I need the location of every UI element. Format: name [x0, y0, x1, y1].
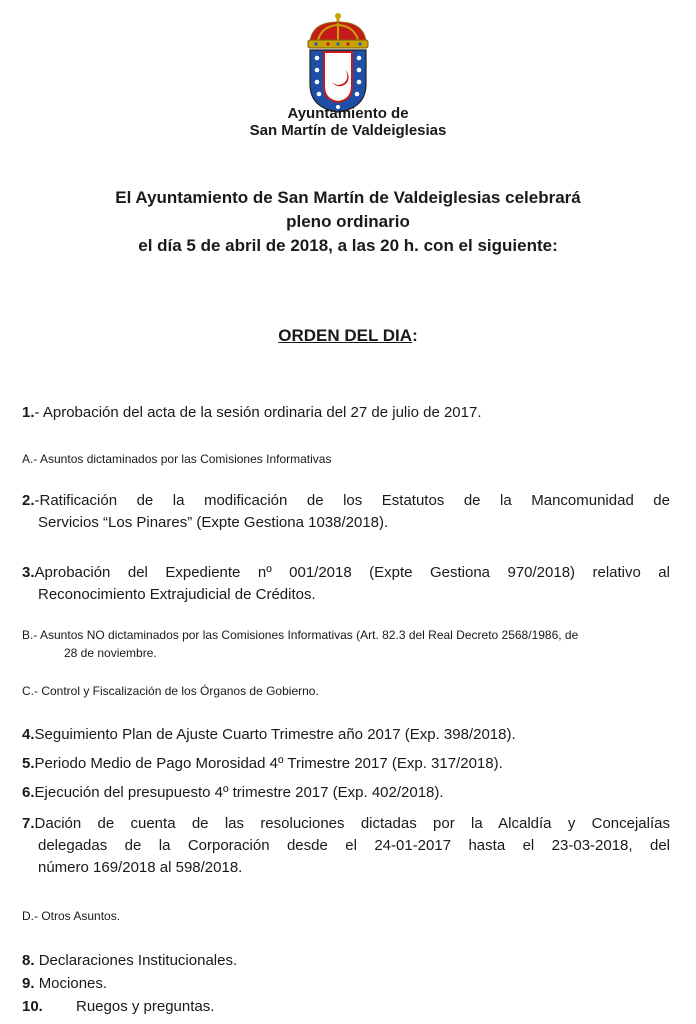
item-number: 7.	[22, 815, 35, 832]
coat-of-arms-logo	[298, 12, 378, 114]
agenda-item-1	[22, 402, 670, 424]
agenda-item-4	[22, 724, 670, 746]
agenda-item-9	[22, 973, 670, 995]
org-name-line2: San Martín de Valdeiglesias	[249, 122, 447, 139]
item-number: 4.	[22, 726, 35, 743]
item-text-line3: número 169/2018 al 598/2018.	[38, 859, 243, 876]
agenda-item-7	[22, 813, 670, 879]
intro-line2: pleno ordinario	[286, 212, 410, 231]
section-b-line2: 28 de noviembre.	[64, 646, 157, 660]
agenda-item-6	[22, 782, 670, 804]
item-number: 3.	[22, 564, 35, 581]
agenda-item-10	[22, 996, 670, 1018]
shield-icon	[310, 50, 366, 112]
item-text-line2: delegadas de la Corporación desde el 24-01-2017 hasta el 23-03-2018, del	[38, 837, 670, 854]
item-number: 10.	[22, 998, 43, 1015]
item-number: 8.	[22, 952, 35, 969]
org-name-line1: Ayuntamiento de	[287, 105, 409, 122]
intro-line1: El Ayuntamiento de San Martín de Valdeiglesias celebrará	[115, 188, 581, 207]
section-b-line1: B.- Asuntos NO dictaminados por las Comisiones Informativas (Art. 82.3 del Real Decreto 2568/1986, de	[22, 628, 579, 642]
intro-announcement	[40, 186, 656, 258]
agenda-item-5	[22, 753, 670, 775]
item-text-line1: Aprobación del Expediente nº 001/2018 (Expte Gestiona 970/2018) relativo al	[34, 564, 670, 581]
crown-icon	[308, 13, 368, 48]
section-c-heading: C.- Control y Fiscalización de los Órganos de Gobierno.	[22, 684, 319, 698]
item-text: Declaraciones Institucionales.	[38, 952, 238, 969]
item-text: Mociones.	[38, 975, 108, 992]
item-text: Ruegos y preguntas.	[76, 998, 215, 1015]
item-text: Seguimiento Plan de Ajuste Cuarto Trimestre año 2017 (Exp. 398/2018).	[34, 726, 516, 743]
agenda-title-text: ORDEN DEL DIA	[278, 326, 413, 345]
agenda-item-3	[22, 562, 670, 606]
item-text-line2: Reconocimiento Extrajudicial de Créditos.	[38, 586, 316, 603]
item-number: 2.	[22, 492, 35, 509]
item-text-line2: Servicios “Los Pinares” (Expte Gestiona 1038/2018).	[38, 514, 389, 531]
agenda-title	[0, 326, 696, 346]
item-number: 9.	[22, 975, 35, 992]
item-text-line1: Dación de cuenta de las resoluciones dictadas por la Alcaldía y Concejalías	[34, 815, 670, 832]
item-text: - Aprobación del acta de la sesión ordinaria del 27 de julio de 2017.	[34, 404, 482, 421]
intro-line3: el día 5 de abril de 2018, a las 20 h. con el siguiente:	[138, 236, 558, 255]
item-number: 6.	[22, 784, 35, 801]
item-text-line1: -Ratificación de la modificación de los Estatutos de la Mancomunidad de	[34, 492, 670, 509]
section-a-heading: A.- Asuntos dictaminados por las Comisiones Informativas	[22, 452, 332, 466]
agenda-item-2	[22, 490, 670, 534]
item-text: Periodo Medio de Pago Morosidad 4º Trimestre 2017 (Exp. 317/2018).	[34, 755, 503, 772]
item-text: Ejecución del presupuesto 4º trimestre 2017 (Exp. 402/2018).	[34, 784, 444, 801]
item-number: 5.	[22, 755, 35, 772]
section-b-heading	[22, 626, 670, 662]
section-d-heading: D.- Otros Asuntos.	[22, 909, 121, 923]
agenda-title-colon: :	[412, 326, 418, 345]
item-number: 1.	[22, 404, 35, 421]
agenda-item-8	[22, 950, 670, 972]
